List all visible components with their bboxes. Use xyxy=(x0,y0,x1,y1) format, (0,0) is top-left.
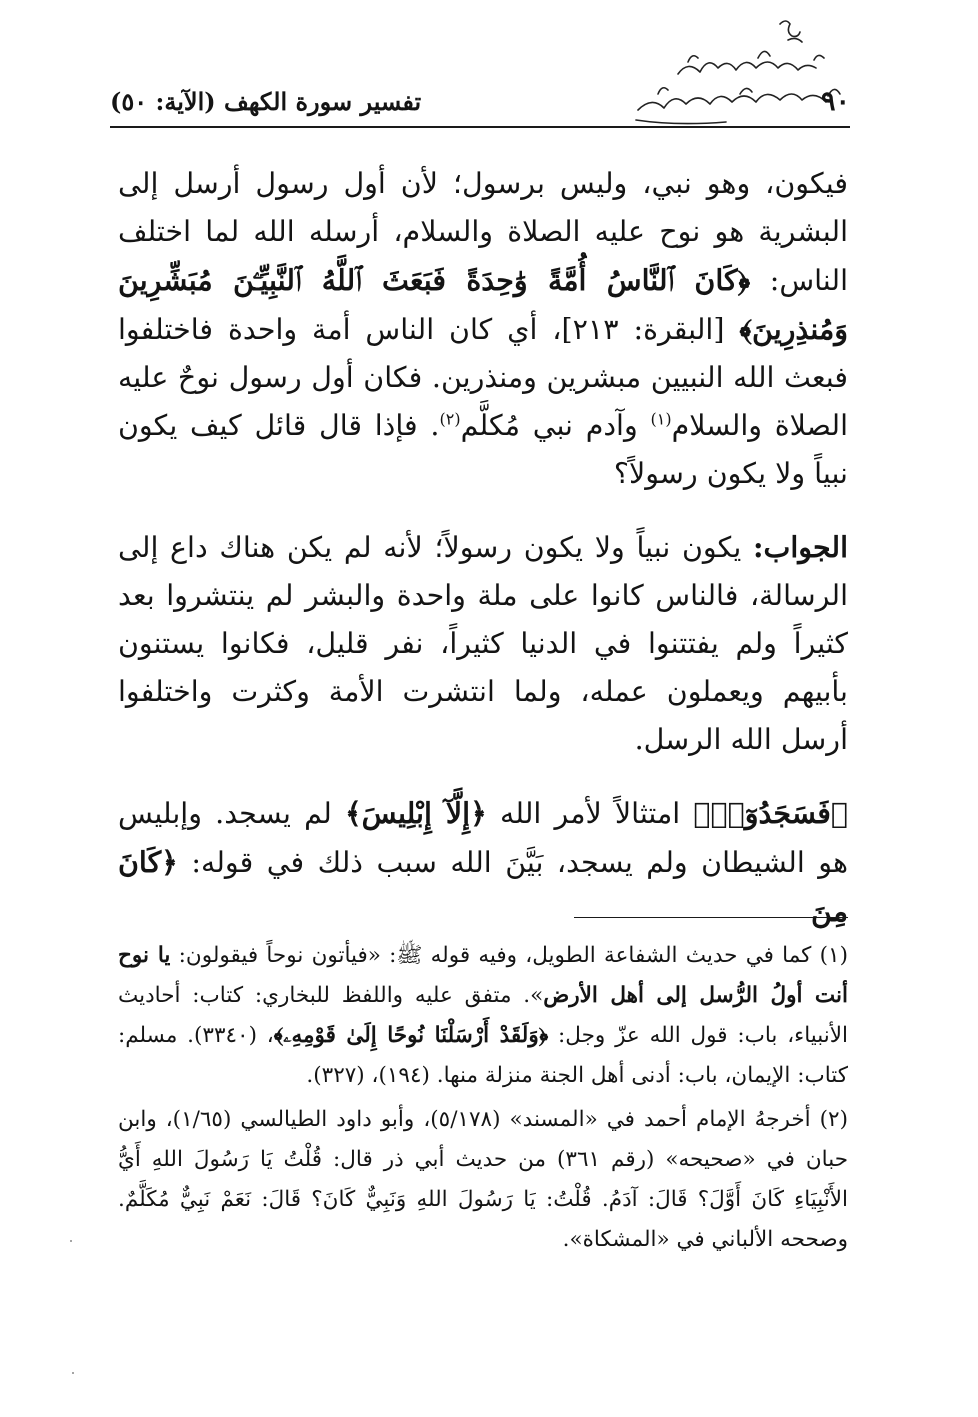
body-text xyxy=(118,160,848,936)
quran-fasajadu: ﴿فَسَجَدُوٓا۟﴾ xyxy=(693,796,848,830)
p1-text-d: . فإذا قال قائل كيف يكون نبياً ولا يكون رسولاً؟ xyxy=(118,409,848,490)
fn1-text-a: (١) كما في حديث الشفاعة الطويل، وفيه قوله ﷺ: «فيأتون نوحاً فيقولون: xyxy=(170,943,848,968)
footnotes xyxy=(118,936,848,1264)
footnote-1 xyxy=(118,936,848,1096)
quran-verse-baqarah-213: ﴿كَانَ ٱلنَّاسُ أُمَّةً وَٰحِدَةً فَبَعَثَ ٱللَّهُ ٱلنَّبِيِّـۧنَ مُبَشِّرِينَ وَمُنذِرِينَ﴾ xyxy=(118,263,848,346)
p3-text-b: لم يسجد. وإبليس هو الشيطان ولم يسجد، بَيَّنَ الله سبب ذلك في قوله: xyxy=(118,797,848,879)
footnote-ref-1[interactable]: (١) xyxy=(650,409,672,429)
quran-illa-iblis: ﴿إِلَّآ إِبْلِيسَ﴾ xyxy=(344,796,487,830)
answer-label: الجواب: xyxy=(753,530,848,564)
footnote-separator xyxy=(574,917,848,918)
p1-text-b: [البقرة: ٢١٣]، أي كان الناس أمة واحدة فاختلفوا فبعث الله النبيين مبشرين ومنذرين. فكان أول رسول نوحٌ عليه الصلاة والسلام xyxy=(118,313,848,442)
fn1-text-c: ، (٣٣٤٠). مسلم: كتاب: الإيمان، باب: أدنى أهل الجنة منزلة منها. (١٩٤)، (٣٢٧). xyxy=(118,1023,848,1088)
paragraph-1 xyxy=(118,160,848,498)
quran-kana-mina: ﴿كَانَ مِنَ xyxy=(118,845,848,928)
p1-text-a: فيكون، وهو نبي، وليس برسول؛ لأن أول رسول أرسل إلى البشرية هو نوح عليه الصلاة والسلام، أرسله الله لما اختلف الناس: xyxy=(118,167,849,297)
p2-text: يكون نبياً ولا يكون رسولاً؛ لأنه لم يكن هناك داع إلى الرسالة، فالناس كانوا على ملة واحدة والبشر لم ينتشروا بعد كثيراً ولم يفتتنوا في الدنيا كثيراً، نفر قليل، فكانوا يستنون بأبيهم ويعملون عمله، ولما انتشرت الأمة وكثرت واختلفوا أرسل الله الرسل. xyxy=(118,531,848,756)
fn1-bold-quote: يا نوح أنت أولُ الرُّسل إلى أهل الأرض xyxy=(118,943,848,1008)
footnote-ref-2[interactable]: (٢) xyxy=(439,409,461,429)
scan-speck xyxy=(72,1372,74,1374)
footnote-2: (٢) أخرجهُ الإمام أحمد في «المسند» (٥/١٧٨)، وأبو داود الطيالسي (١/٦٥)، وابن حبان في «صحيحه» (رقم ٣٦١) من حديث أبي ذر قال: قُلْتُ يَا رَسُولَ اللهِ أَيُّ الأَنْبِيَاءِ كَانَ أَوَّلَ؟ قَالَ: آدَمُ. قُلْتُ: يَا رَسُولَ اللهِ وَنَبِيٌّ كَانَ؟ قَالَ: نَعَمْ نَبِيٌّ مُكَلَّمٌ. وصححه الألباني في «المشكاة». xyxy=(118,1107,848,1252)
fn1-text-b: ». متفق عليه واللفظ للبخاري: كتاب: أحاديث الأنبياء، باب: قول الله عزّ وجل: xyxy=(118,983,848,1048)
scan-speck xyxy=(70,1240,72,1242)
p1-text-c: وآدم نبي مُكلَّم xyxy=(460,409,651,442)
fn1-quran-verse: ﴿وَلَقَدْ أَرْسَلْنَا نُوحًا إِلَىٰ قَوْمِهِۦ﴾ xyxy=(273,1023,549,1048)
header-rule xyxy=(110,126,850,128)
paragraph-2 xyxy=(118,523,848,764)
page-number: ٩٠ xyxy=(820,86,850,117)
running-title: تفسير سورة الكهف (الآية: ٥٠) xyxy=(110,87,422,116)
paragraph-3 xyxy=(118,789,848,936)
p3-text-a: امتثالاً لأمر الله xyxy=(486,797,694,830)
running-header xyxy=(110,84,850,124)
